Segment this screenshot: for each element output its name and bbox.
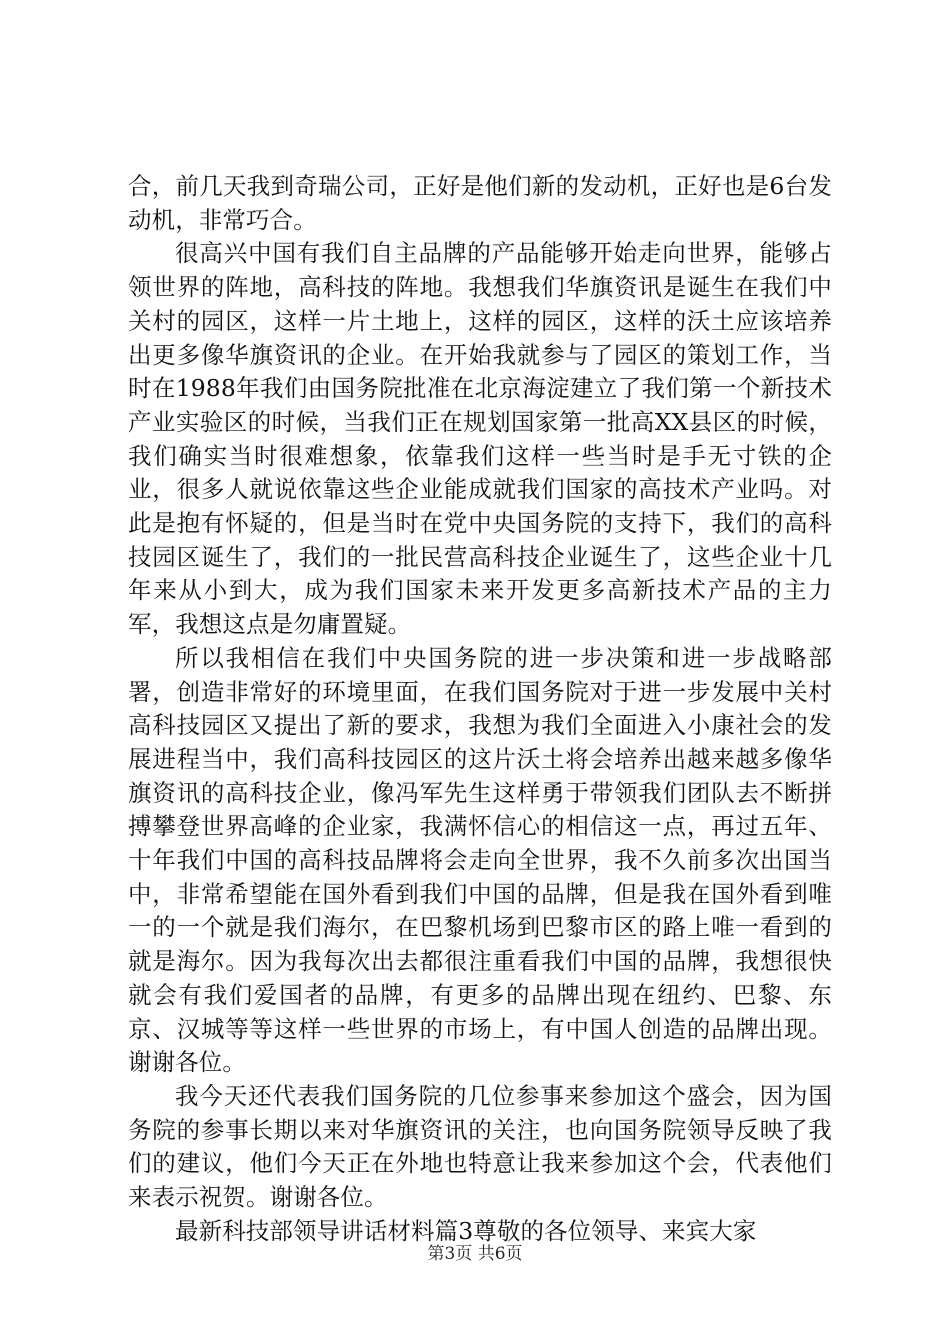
paragraph-1: 合，前几天我到奇瑞公司，正好是他们新的发动机，正好也是6台发动机，非常巧合。 (128, 172, 832, 234)
paragraph-3: 所以我相信在我们中央国务院的进一步决策和进一步战略部署，创造非常好的环境里面，在我们国务院对于进一步发展中关村高科技园区又提出了新的要求，我想为我们全面进入小康社会的发展进程当中，我们高科技园区的这片沃土将会培养出越来越多像华旗资讯的高科技企业，像冯军先生这样勇于带领我们团队去不断拼搏攀登世界高峰的企业家，我满怀信心的相信这一点，再过五年、十年我们中国的高科技品牌将会走向全世界，我不久前多次出国当中，非常希望能在国外看到我们中国的品牌，但是我在国外看到唯一的一个就是我们海尔，在巴黎机场到巴黎市区的路上唯一看到的就是海尔。因为我每次出去都很注重看我们中国的品牌，我想很快就会有我们爱国者的品牌，有更多的品牌出现在纽约、巴黎、东京、汉城等等这样一些世界的市场上，有中国人创造的品牌出现。谢谢各位。 (128, 643, 832, 1077)
paragraph-5: 最新科技部领导讲话材料篇3尊敬的各位领导、来宾大家 (175, 1216, 757, 1245)
paragraph-2: 很高兴中国有我们自主品牌的产品能够开始走向世界，能够占领世界的阵地，高科技的阵地。我想我们华旗资讯是诞生在我们中关村的园区，这样一片土地上，这样的园区，这样的沃土应该培养出更多像华旗资讯的企业。在开始我就参与了园区的策划工作，当时在1988年我们由国务院批准在北京海淀建立了我们第一个新技术产业实验区的时候，当我们正在规划国家第一批高XX县区的时候，我们确实当时很难想象，依靠我们这样一些当时是手无寸铁的企业，很多人就说依靠这些企业能成就我们国家的高技术产业吗。对此是抱有怀疑的，但是当时在党中央国务院的支持下，我们的高科技园区诞生了，我们的一批民营高科技企业诞生了，这些企业十几年来从小到大，成为我们国家未来开发更多高新技术产品的主力军，我想这点是勿庸置疑。 (128, 239, 832, 639)
document-body (128, 170, 832, 1249)
paragraph-4: 我今天还代表我们国务院的几位参事来参加这个盛会，因为国务院的参事长期以来对华旗资讯的关注，也向国务院领导反映了我们的建议，他们今天正在外地也特意让我来参加这个会，代表他们来表示祝贺。谢谢各位。 (128, 1081, 832, 1212)
page-footer: 第3页 共6页 (427, 1244, 523, 1264)
